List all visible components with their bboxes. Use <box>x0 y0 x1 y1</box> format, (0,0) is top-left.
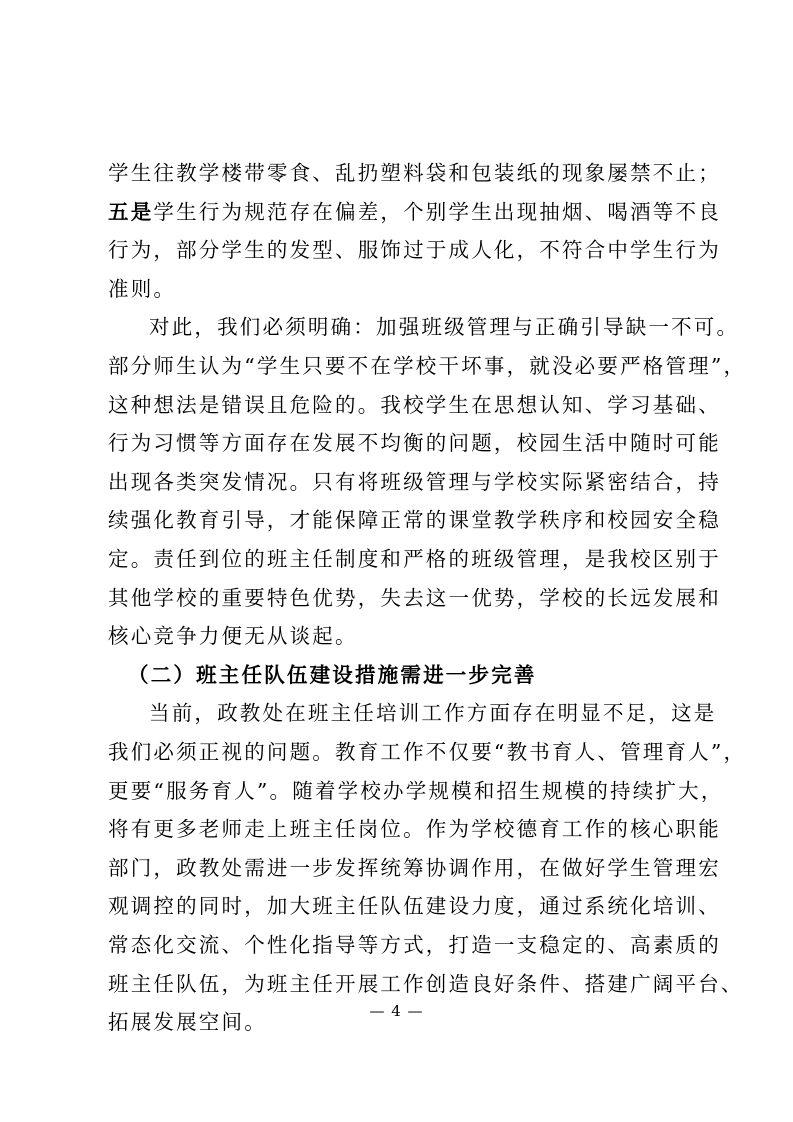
text-line: 我们必须正视的问题。教育工作不仅要“教书育人、管理育人”， <box>108 739 747 764</box>
point-label: 五是 <box>108 199 154 224</box>
text-line: 部分师生认为“学生只要不在学校干坏事，就没必要严格管理”， <box>108 353 747 378</box>
text-line: 将有更多老师走上班主任岗位。作为学校德育工作的核心职能 <box>108 817 721 842</box>
text-line: 行为，部分学生的发型、服饰过于成人化，不符合中学生行为 <box>108 238 721 263</box>
text-line: 续强化教育引导，才能保障正常的课堂教学秩序和校园安全稳 <box>108 508 721 533</box>
text-line: 定。责任到位的班主任制度和严格的班级管理，是我校区别于 <box>108 546 721 571</box>
heading-text: （二）班主任队伍建设措施需进一步完善 <box>128 662 537 687</box>
text-line: 准则。 <box>108 276 177 301</box>
text-line: 学生往教学楼带零食、乱扔塑料袋和包装纸的现象屡禁不止； <box>108 161 721 185</box>
section-heading <box>108 656 688 695</box>
point-text: 学生行为规范存在偏差，个别学生出现抽烟、喝酒等不良 <box>153 199 721 224</box>
paragraph-continuation <box>108 154 721 193</box>
text-line: 其他学校的重要特色优势，失去这一优势，学校的长远发展和 <box>108 585 721 610</box>
text-line: 出现各类突发情况。只有将班级管理与学校实际紧密结合，持 <box>108 469 721 494</box>
text-line: 对此，我们必须明确：加强班级管理与正确引导缺一不可。 <box>149 315 740 340</box>
text-line: 拓展发展空间。 <box>108 1010 267 1035</box>
text-line: 班主任队伍，为班主任开展工作创造良好条件、搭建广阔平台、 <box>108 971 744 996</box>
page-number: — 4 — <box>369 1002 424 1020</box>
paragraph-current-state <box>108 694 747 1041</box>
text-line: 常态化交流、个性化指导等方式，打造一支稳定的、高素质的 <box>108 932 721 957</box>
paragraph-point-five <box>108 193 721 309</box>
text-line: 观调控的同时，加大班主任队伍建设力度，通过系统化培训、 <box>108 894 721 919</box>
text-line: 这种想法是错误且危险的。我校学生在思想认知、学习基础、 <box>108 392 721 417</box>
text-line: 行为习惯等方面存在发展不均衡的问题，校园生活中随时可能 <box>108 431 721 456</box>
text-line: 部门，政教处需进一步发挥统筹协调作用，在做好学生管理宏 <box>108 855 721 880</box>
text-line: 更要“服务育人”。随着学校办学规模和招生规模的持续扩大， <box>108 778 724 803</box>
paragraph-conclusion <box>108 308 747 655</box>
text-line: 核心竞争力便无从谈起。 <box>108 624 358 649</box>
text-line: 当前，政教处在班主任培训工作方面存在明显不足，这是 <box>149 701 717 726</box>
text-line <box>108 193 721 232</box>
